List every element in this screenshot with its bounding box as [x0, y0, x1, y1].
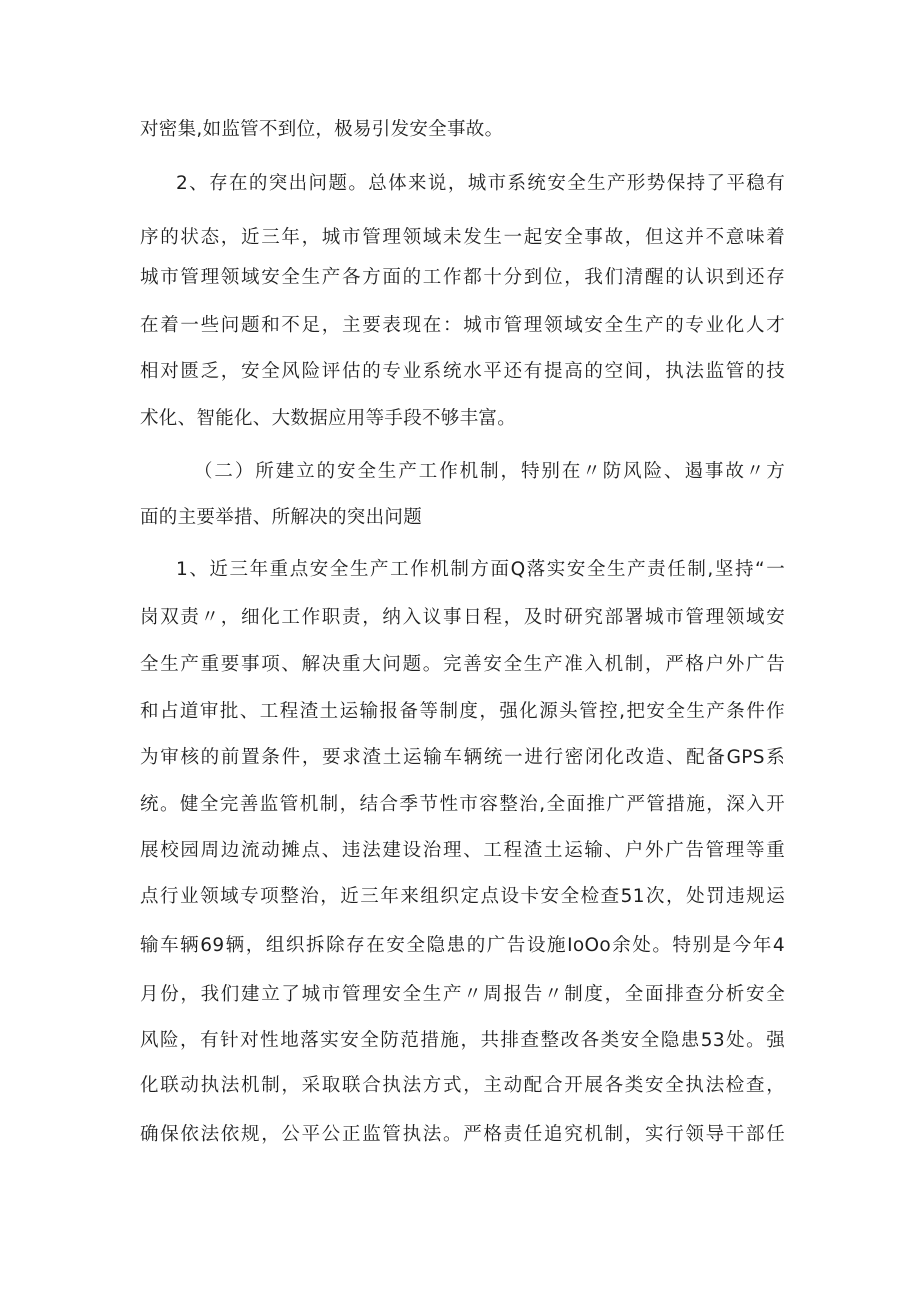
- text-line: 风险，有针对性地落实安全防范措施，共排查整改各类安全隐患53处。强: [140, 1030, 785, 1051]
- text-line: 岗双责〃，细化工作职责，纳入议事日程，及时研究部署城市管理领域安: [140, 607, 785, 628]
- text-line: 点行业领域专项整治，近三年来组织定点设卡安全检查51次，处罚违规运: [140, 886, 785, 907]
- text-line: 统。健全完善监管机制，结合季节性市容整治,全面推广严管措施，深入开: [140, 794, 785, 815]
- text-line: 全生产重要事项、解决重大问题。完善安全生产准入机制，严格户外广告: [140, 654, 785, 675]
- section-heading-line: 面的主要举措、所解决的突出问题: [140, 507, 423, 528]
- text-line: 确保依法依规，公平公正监管执法。严格责任追究机制，实行领导干部任: [140, 1124, 785, 1145]
- text-line: 和占道审批、工程渣土运输报备等制度，强化源头管控,把安全生产条件作: [140, 701, 785, 722]
- text-line: 月份，我们建立了城市管理安全生产〃周报告〃制度，全面排查分析安全: [140, 984, 785, 1005]
- text-line: 输车辆69辆，组织拆除存在安全隐患的广告设施IoOo余处。特别是今年4: [140, 935, 785, 956]
- section-heading-line: （二）所建立的安全生产工作机制，特别在〃防风险、遏事故〃方: [194, 461, 785, 482]
- text-line: 在着一些问题和不足，主要表现在：城市管理领域安全生产的专业化人才: [140, 315, 785, 336]
- text-line: 对密集,如监管不到位，极易引发安全事故。: [140, 119, 504, 140]
- text-line: 序的状态，近三年，城市管理领域未发生一起安全事故，但这并不意味着: [140, 227, 785, 248]
- text-line: 2、存在的突出问题。总体来说，城市系统安全生产形势保持了平稳有: [176, 173, 785, 194]
- text-line: 展校园周边流动摊点、违法建设治理、工程渣土运输、户外广告管理等重: [140, 840, 785, 861]
- text-line: 1、近三年重点安全生产工作机制方面Q落实安全生产责任制,坚持“一: [176, 559, 785, 580]
- text-line: 为审核的前置条件，要求渣土运输车辆统一进行密闭化改造、配备GPS系: [140, 747, 785, 768]
- text-line: 化联动执法机制，采取联合执法方式，主动配合开展各类安全执法检查，: [140, 1075, 785, 1096]
- text-line: 相对匮乏，安全风险评估的专业系统水平还有提高的空间，执法监管的技: [140, 361, 785, 382]
- text-line: 城市管理领域安全生产各方面的工作都十分到位，我们清醒的认识到还存: [140, 267, 785, 288]
- text-line: 术化、智能化、大数据应用等手段不够丰富。: [140, 408, 517, 429]
